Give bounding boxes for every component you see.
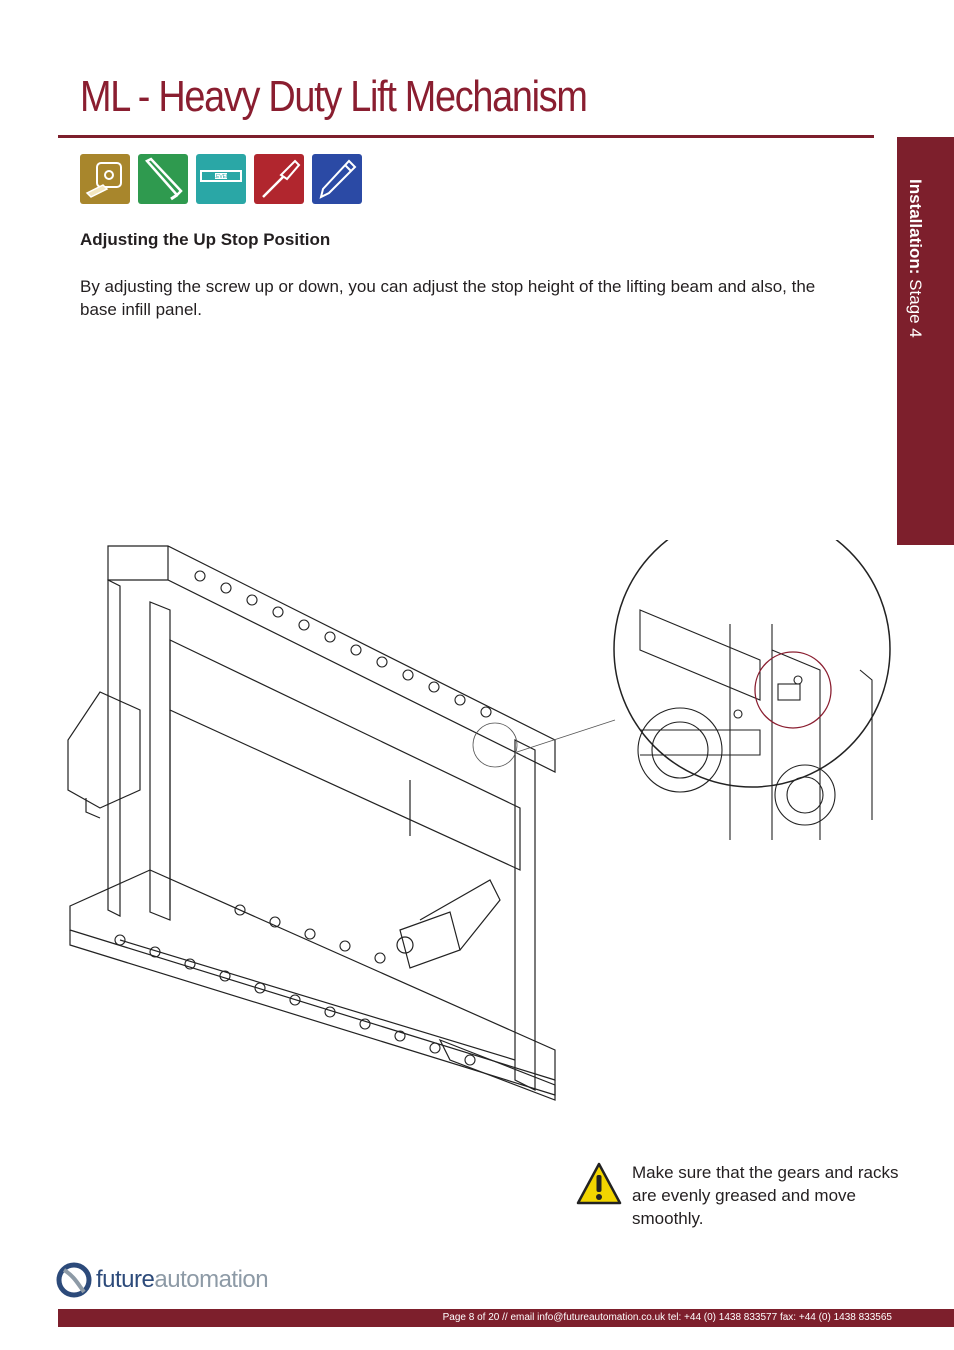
- tape-measure-icon: [80, 154, 130, 204]
- instruction-text: By adjusting the screw up or down, you can adjust the stop height of the lifting beam and also, the base infill panel.: [80, 277, 816, 319]
- spirit-level-label: LEVEL: [213, 174, 229, 180]
- section-heading: Adjusting the Up Stop Position: [80, 230, 331, 249]
- side-tab-stage: Stage 4: [906, 274, 925, 338]
- section-side-tab: [897, 137, 954, 545]
- allen-key-icon: [138, 154, 188, 204]
- lift-mechanism-drawing: [60, 540, 900, 1150]
- side-tab-label: [905, 179, 925, 338]
- logo-swirl-icon: [56, 1262, 92, 1298]
- warning-icon: [576, 1162, 622, 1206]
- logo-text-future: future: [96, 1266, 155, 1293]
- footer-contact-text: Page 8 of 20 // email info@futureautomation.co.uk tel: +44 (0) 1438 833577 fax: +44 (0) 1438 833565: [442, 1312, 892, 1323]
- company-logo: [56, 1262, 268, 1298]
- warning-text: Make sure that the gears and racks are evenly greased and move smoothly.: [632, 1163, 899, 1228]
- title-divider: [58, 135, 874, 138]
- page-title: ML - Heavy Duty Lift Mechanism: [80, 72, 587, 121]
- side-tab-section: Installation:: [906, 179, 925, 275]
- footer-bar: [58, 1309, 954, 1327]
- required-tools: [80, 154, 362, 204]
- screwdriver-icon: [254, 154, 304, 204]
- spirit-level-icon: [196, 154, 246, 204]
- logo-text-automation: automation: [154, 1266, 269, 1293]
- pencil-icon: [312, 154, 362, 204]
